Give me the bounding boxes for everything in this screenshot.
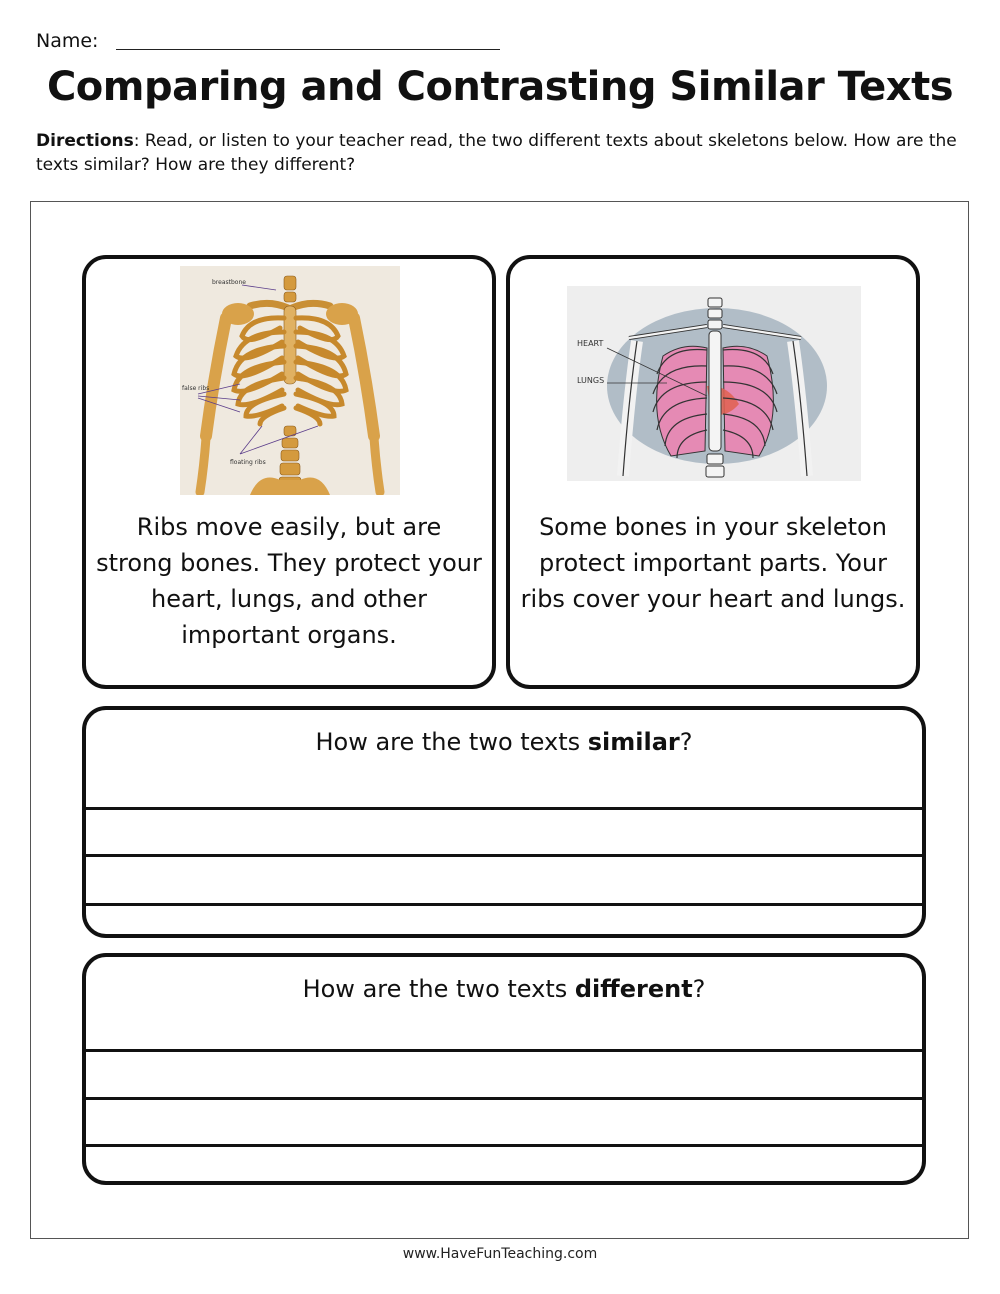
different-question-suffix: ? (692, 975, 706, 1003)
different-question (86, 975, 922, 1003)
ribcage-illustration (567, 286, 861, 481)
label-lungs: LUNGS (577, 376, 605, 385)
skeleton-photo (180, 266, 400, 495)
label-false-ribs: false ribs (182, 385, 210, 392)
answer-line[interactable] (86, 1144, 922, 1147)
similar-question-suffix: ? (679, 728, 693, 756)
label-breastbone: breastbone (212, 279, 246, 286)
text-card-1 (82, 255, 496, 689)
text-card-2 (506, 255, 920, 689)
answer-line[interactable] (86, 807, 922, 810)
name-field-line[interactable] (116, 49, 500, 50)
passage-1: Ribs move easily, but are strong bones. They protect your heart, lungs, and other important organs. (96, 513, 482, 649)
answer-line[interactable] (86, 903, 922, 906)
similar-question-prefix: How are the two texts (315, 728, 588, 756)
answer-line[interactable] (86, 1049, 922, 1052)
answer-line[interactable] (86, 1097, 922, 1100)
directions (36, 129, 966, 177)
different-question-prefix: How are the two texts (302, 975, 575, 1003)
worksheet-title: Comparing and Contrasting Similar Texts (46, 64, 954, 110)
different-keyword: different (574, 975, 693, 1003)
label-floating-ribs: floating ribs (230, 459, 266, 466)
footer-url: www.HaveFunTeaching.com (402, 1246, 598, 1262)
directions-label: Directions (36, 131, 134, 151)
similar-answer-box[interactable] (82, 706, 926, 938)
different-answer-box[interactable] (82, 953, 926, 1185)
passage-2: Some bones in your skeleton protect important parts. Your ribs cover your heart and lungs. (520, 513, 906, 613)
answer-line[interactable] (86, 854, 922, 857)
label-heart: HEART (577, 339, 604, 348)
name-label: Name: (36, 30, 99, 52)
similar-keyword: similar (587, 728, 680, 756)
directions-text: : Read, or listen to your teacher read, the two different texts about skeletons below. How are the texts similar? How are they different? (36, 131, 957, 175)
similar-question (86, 728, 922, 756)
